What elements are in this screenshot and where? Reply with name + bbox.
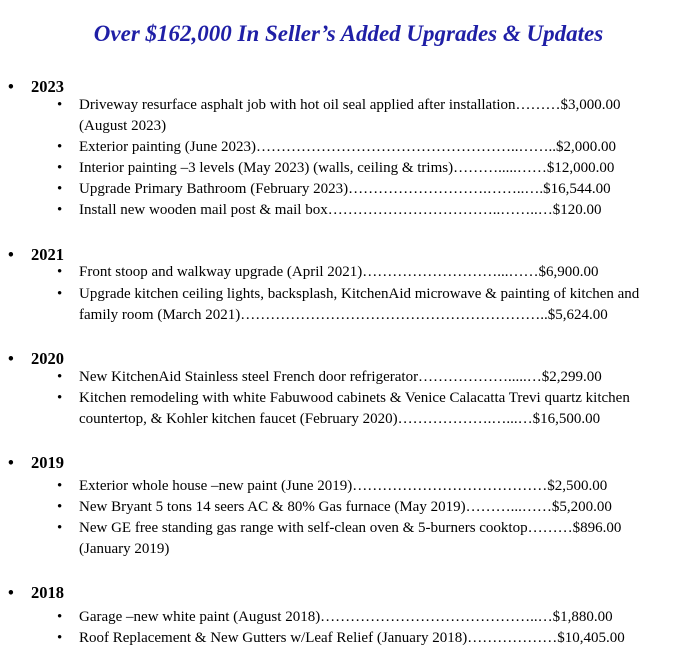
list-item [57,200,677,221]
year-label: 2018 [31,583,64,602]
item-text-line: (January 2019) [79,541,170,557]
year-heading-2023 [8,77,64,97]
item-text-line: (August 2023) [79,118,167,134]
item-text-line: Roof Replacement & New Gutters w/Leaf Relief (January 2018)………………$10,405.00 [79,630,625,646]
year-heading-2021 [8,245,64,265]
item-bullet: • [57,390,63,406]
item-text-line: Upgrade kitchen ceiling lights, backsplash, KitchenAid microwave & painting of kitchen and [79,286,640,302]
item-bullet: • [57,181,63,197]
item-text-line: Driveway resurface asphalt job with hot oil seal applied after installation………$3,000.00 [79,97,621,113]
item-bullet: • [57,202,63,218]
item-text-line: Front stoop and walkway upgrade (April 2021)………………………...……$6,900.00 [79,264,599,280]
year-bullet: • [8,245,14,264]
item-text-line: Upgrade Primary Bathroom (February 2023)……………………….……..….$16,544.00 [79,181,611,197]
item-bullet: • [57,160,63,176]
year-heading-2018 [8,583,64,603]
year-bullet: • [8,453,14,472]
year-heading-2019 [8,453,64,473]
list-item [57,388,677,430]
list-item [57,158,677,179]
item-bullet: • [57,264,63,280]
list-item [57,607,677,628]
item-bullet: • [57,609,63,625]
item-text-line: New KitchenAid Stainless steel French door refrigerator……………….....…$2,299.00 [79,369,602,385]
list-item [57,95,677,137]
year-bullet: • [8,77,14,96]
year-label: 2019 [31,453,64,472]
list-item [57,262,677,283]
year-bullet: • [8,583,14,602]
item-bullet: • [57,630,63,646]
year-label: 2020 [31,349,64,368]
item-bullet: • [57,286,63,302]
item-text-line: Exterior painting (June 2023)……………………………………………..……..$2,000.00 [79,139,617,155]
year-label: 2021 [31,245,64,264]
item-text-line: New GE free standing gas range with self-clean oven & 5-burners cooktop………$896.00 [79,520,622,536]
year-bullet: • [8,349,14,368]
list-item [57,367,677,388]
list-item [57,476,677,497]
item-text-line: Kitchen remodeling with white Fabuwood cabinets & Venice Calacatta Trevi quartz kitchen [79,390,630,406]
list-item [57,518,677,560]
item-text-line: Exterior whole house –new paint (June 2019)…………………………………$2,500.00 [79,478,608,494]
item-bullet: • [57,478,63,494]
list-item [57,284,677,326]
item-text-line: Interior painting –3 levels (May 2023) (walls, ceiling & trims)……….....……$12,000.00 [79,160,615,176]
item-text-line: countertop, & Kohler kitchen faucet (February 2020)……………….…...…$16,500.00 [79,411,601,427]
list-item [57,628,677,649]
list-item [57,497,677,518]
page-title: Over $162,000 In Seller’s Added Upgrades & Updates [93,21,604,46]
list-item [57,137,677,158]
item-bullet: • [57,97,63,113]
item-text-line: Garage –new white paint (August 2018)……………………………………..…$1,880.00 [79,609,613,625]
item-text-line: family room (March 2021)……………………………………………………..$5,624.00 [79,307,608,323]
item-bullet: • [57,499,63,515]
item-text-line: New Bryant 5 tons 14 seers AC & 80% Gas furnace (May 2019)………...……$5,200.00 [79,499,612,515]
item-bullet: • [57,520,63,536]
list-item [57,179,677,200]
year-label: 2023 [31,77,64,96]
item-bullet: • [57,139,63,155]
item-text-line: Install new wooden mail post & mail box……………………………..……..…$120.00 [79,202,602,218]
year-heading-2020 [8,349,64,369]
item-bullet: • [57,369,63,385]
